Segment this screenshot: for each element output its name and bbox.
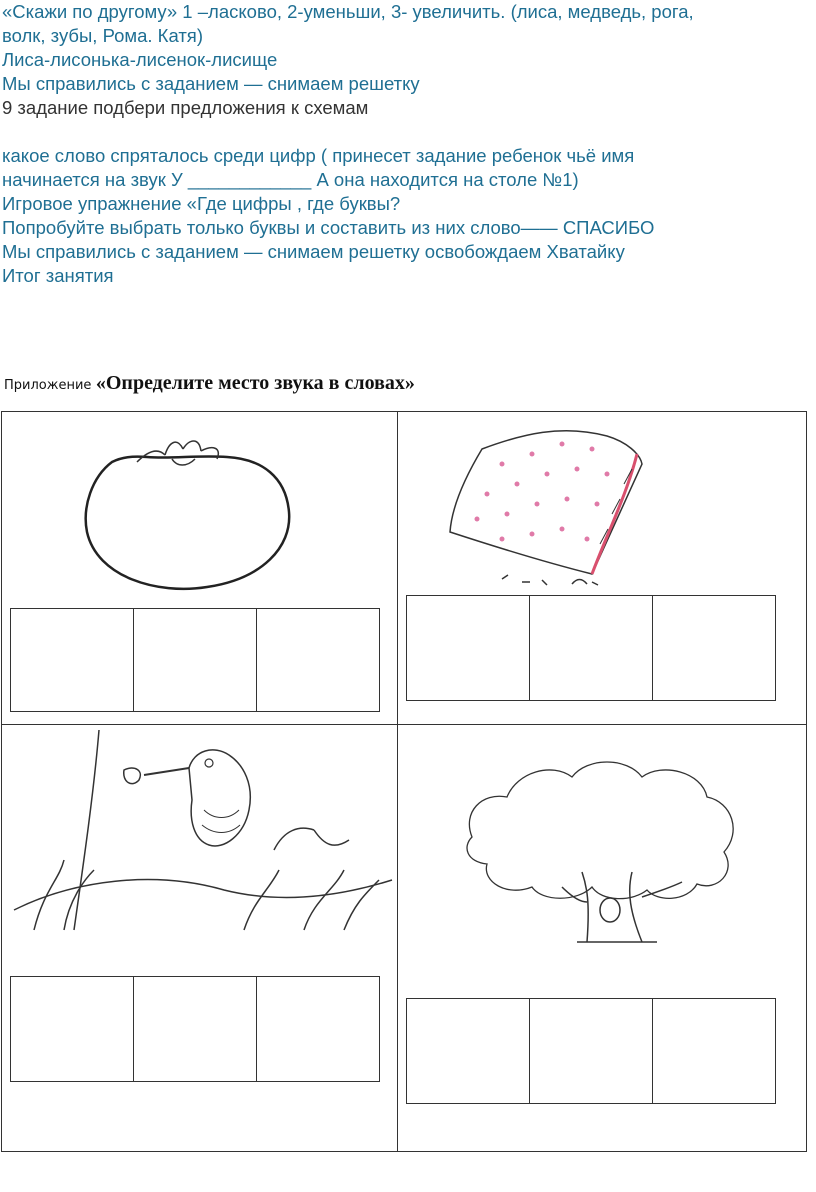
sound-boxes xyxy=(406,595,776,701)
text-line: 9 задание подбери предложения к схемам xyxy=(2,97,369,118)
sound-boxes xyxy=(10,976,380,1082)
sound-boxes xyxy=(406,998,776,1104)
sound-boxes xyxy=(10,608,380,712)
text-line: начинается на звук У ____________ А она находится на столе №1) xyxy=(2,169,579,190)
tree-drawing xyxy=(462,752,742,942)
tomato-drawing xyxy=(77,437,297,597)
woodpecker-drawing xyxy=(14,730,392,950)
text-line: какое слово спряталось среди цифр ( принесет задание ребенок чьё имя xyxy=(2,145,635,166)
text-line: Лиса-лисонька-лисенок-лисище xyxy=(2,49,278,70)
exercise-table xyxy=(1,411,807,1152)
appendix-prefix: Приложение xyxy=(4,378,92,393)
pillow-drawing xyxy=(442,414,662,594)
text-line: Мы справились с заданием — снимаем решетку освобождаем Хватайку xyxy=(2,241,625,262)
text-line: Попробуйте выбрать только буквы и составить из них слово—— СПАСИБО xyxy=(2,217,655,238)
text-line: Мы справились с заданием — снимаем решетку xyxy=(2,73,420,94)
text-line: волк, зубы, Рома. Катя) xyxy=(2,25,203,46)
appendix-title: «Определите место звука в словах» xyxy=(95,372,415,394)
text-line: Игровое упражнение «Где цифры , где буквы? xyxy=(2,193,401,214)
text-line: Итог занятия xyxy=(2,265,114,286)
instructions-text xyxy=(2,0,802,288)
appendix-heading xyxy=(4,372,415,395)
text-line: «Скажи по другому» 1 –ласково, 2-уменьши, 3- увеличить. (лиса, медведь, рога, xyxy=(2,1,694,22)
